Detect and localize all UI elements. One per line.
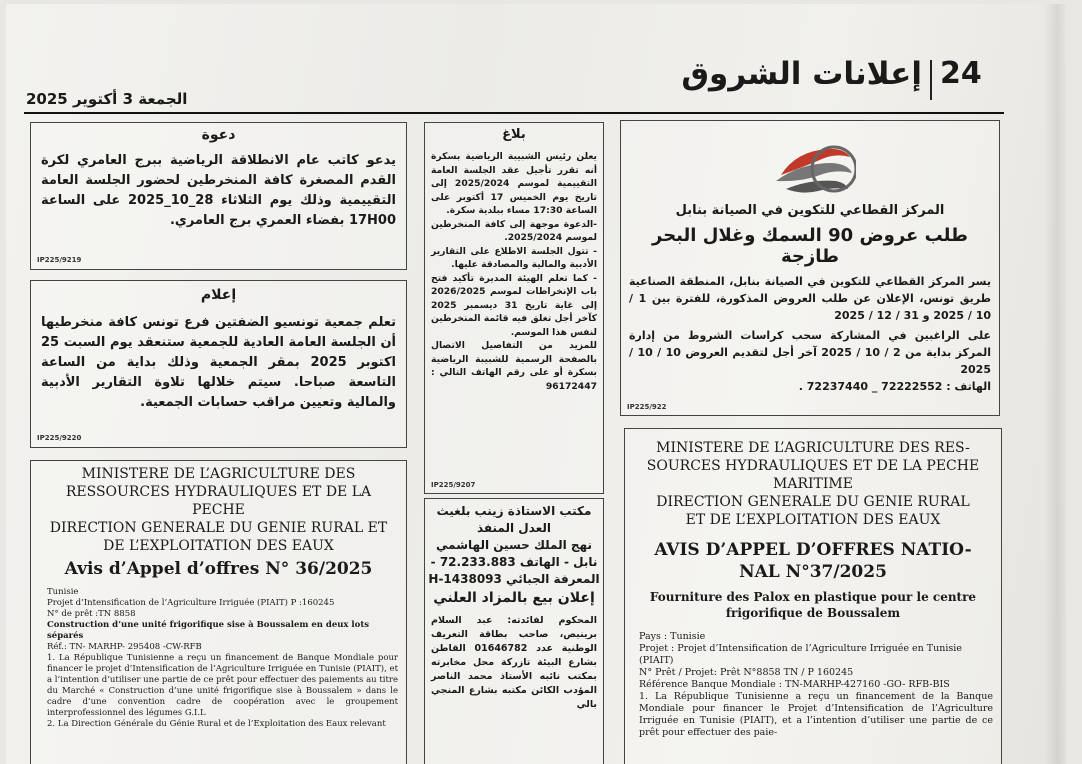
tender36-ministry: MINISTERE DE L’AGRICULTURE DES RESSOURCES HYDRAULIQUES ET DE LA PECHE [65,466,372,518]
ad-lawyer [424,498,604,764]
tender36-country: Tunisie [47,587,79,597]
ad-training-center [620,120,1000,416]
tender37-project: Projet : Projet d’Intensification de l’Agriculture Irriguée en Tunisie (PIAIT) [639,643,962,666]
ad-balagh-ref: IP225/9207 [431,481,476,489]
center-phones: الهاتف : 72222552 _ 72237440 . [798,380,991,393]
ad-ilam-ref: IP225/9220 [37,434,82,442]
ad-balagh-intro: يعلن رئيس الشبيبة الرياضية بسكرة أنه تقرر تأجيل عقد الجلسة العامة التقييمية لموسم 2025/2024 إلى تاريخ يوم الخميس 17 أكتوبر على الساعة 17:30 مساء ببلدية سكرة. [431,151,598,216]
tender36-para1: 1. La République Tunisienne a reçu un financement de Banque Mondiale pour financer le projet d’Intensification de l’Agriculture Irriguée en Tunisie (PIAIT), et a l’intention d’utiliser une partie de ce prêt pour effectuer des paiements au titre du Marché « Construction d’une unité frigorifique sise à Boussalem » dans le cadre d’une convention cadre de coopération avec le groupement interprofessionnel des légumes G.I.L [47,653,398,718]
tender37-loan: N° Prêt / Projet: Prêt N°8858 TN / P 160245 [639,667,854,678]
ad-dawa-ref: IP225/9219 [37,256,82,264]
tender36-project: Projet d’Intensification de l’Agriculture Irriguée (PIAIT) P :160245 [47,598,335,608]
ad-balagh-item: - كما تعلم الهيئة المديرة تأكيد فتح باب الإنخراطات لموسم 2026/2025 إلى غاية تاريخ 31 ديسمبر 2025 كآخر أجل تغلق فيه قائمة المنخرطين لنفس هذا الموسم. [431,272,597,338]
ad-balagh-item: للمزيد من التفاصيل الاتصال بالصفحة الرسمية للشبيبة الرياضية بسكرة أو على رقم الهاتف التالي : 96172447 [431,340,597,392]
tender37-country: Pays : Tunisie [639,631,706,642]
tender37-ministry: MINISTERE DE L’AGRICULTURE DES RES-SOURCES HYDRAULIQUES ET DE LA PECHE MARITIME [646,440,980,492]
newspaper-page [6,4,1066,764]
center-ref: IP225/922 [627,403,667,411]
ad-balagh-item: - تتول الجلسة الاطلاع على التقارير الأدبية والمالية والمصادقة عليها. [431,245,597,270]
ad-ilam-title: إعلام [200,287,237,303]
tender36-para2: 2. La Direction Générale du Génie Rural et de l’Exploitation des Eaux relevant [47,719,386,729]
header-divider [930,60,932,100]
center-org: المركز القطاعي للتكوين في الصيانة بنابل [675,203,945,218]
center-logo-icon [766,133,856,203]
lawyer-phone: نابل - الهاتف 72.233.883 - [430,555,598,569]
ad-ilam [30,280,407,448]
page-fold-shadow [1044,4,1066,764]
tender37-reference: Référence Banque Mondiale : TN-MARHP-427160 -GO- RFB-BIS [639,679,950,690]
ad-balagh-title: بلاغ [502,127,526,142]
tender37-direction: DIRECTION GENERALE DU GENIE RURAL ET DE L’EXPLOITATION DES EAUX [656,494,970,528]
lawyer-body: المحكوم لفائدته: عبد السلام برينيص، صاحب بطاقة التعريف الوطنية عدد 01646782 القاطن بشارع البيئة تازركة محل مخابرته بمكتب نائبه الأستاذ محمد الناصر المؤدب الكائن مكتبه بشارع المنجي بالي [431,615,597,710]
center-para2: على الراغبين في المشاركة سحب كراسات الشروط من إدارة المركز بداية من 2 / 10 / 2025 آخر أجل لتقديم العروض 10 / 10 / 2025 [629,329,991,376]
ad-tender-36 [30,460,407,764]
tender37-subject: Fourniture des Palox en plastique pour le centre frigorifique de Boussalem [649,590,977,620]
section-title: إعلانات الشروق [681,56,922,92]
tender36-loan: N° de prêt :TN 8858 [47,609,136,619]
tender36-reference: Réf.: TN- MARHP- 295408 -CW-RFB [47,642,202,652]
tender37-title: AVIS D’APPEL D’OFFRES NATIO-NAL N°37/2025 [654,540,972,582]
page-number: 24 [940,56,982,91]
center-headline: طلب عروض 90 السمك وغلال البحر طازجة [652,225,968,267]
lawyer-street: نهج الملك حسين الهاشمي [436,538,592,552]
lawyer-office: مكتب الاستاذة زينب بلغيث [436,504,592,518]
tender37-para1: 1. La République Tunisienne a reçu un financement de la Banque Mondiale pour financer le Projet d’Intensification de l’Agriculture Irriguée en Tunisie (PIAIT), et a l’intention d’utiliser une partie de ce prêt pour effectuer des paie- [639,691,993,738]
ad-dawa [30,122,407,270]
center-para1: يسر المركز القطاعي للتكوين في الصيانة بنابل، المنطقة الصناعية طريق تونس، الإعلان عن طلب العروض المذكورة، للفترة بين 1 / 10 / 2025 و 31 / 12 / 2025 [629,275,991,322]
header-rule [24,112,1004,114]
ad-ilam-body: تعلم جمعية تونسيو الضفتين فرع تونس كافة منخرطيها أن الجلسة العامة العادية للجمعية ستنعقد يوم السبت 25 اكتوبر 2025 بمقر الجمعية وذلك بداية من الساعة التاسعة صباحا. سيتم خلالها تلاوة التقارير الأدبية والمالية وتعيين مراقب حسابات الجمعية. [41,315,396,410]
ad-dawa-title: دعوة [201,127,236,143]
lawyer-title: العدل المنفذ [476,521,552,535]
lawyer-headline: إعلان بيع بالمزاد العلني [433,590,595,606]
ad-balagh-item: -الدعوة موجهة إلى كافة المنخرطين لموسم 2025/2024. [431,218,597,243]
tender36-direction: DIRECTION GENERALE DU GENIE RURAL ET DE L’EXPLOITATION DES EAUX [49,520,388,554]
lawyer-tax-id: المعرفة الجبائي 1438093-H [428,572,600,586]
tender36-title: Avis d’Appel d’offres N° 36/2025 [64,559,373,579]
issue-date: الجمعة 3 أكتوير 2025 [26,90,188,108]
ad-balagh [424,122,604,494]
ad-tender-37 [624,428,1002,764]
tender36-object: Construction d’une unité frigorifique sise à Boussalem en deux lots séparés [47,620,370,641]
ad-dawa-body: يدعو كاتب عام الانطلاقة الرياضية ببرج العامري لكرة القدم المصغرة كافة المنخرطين لحضور الجلسة العامة التقييمية وذلك يوم الثلاثاء 28_10_2025 على الساعة 17H00 بفضاء العمري برج العامري. [41,153,396,228]
